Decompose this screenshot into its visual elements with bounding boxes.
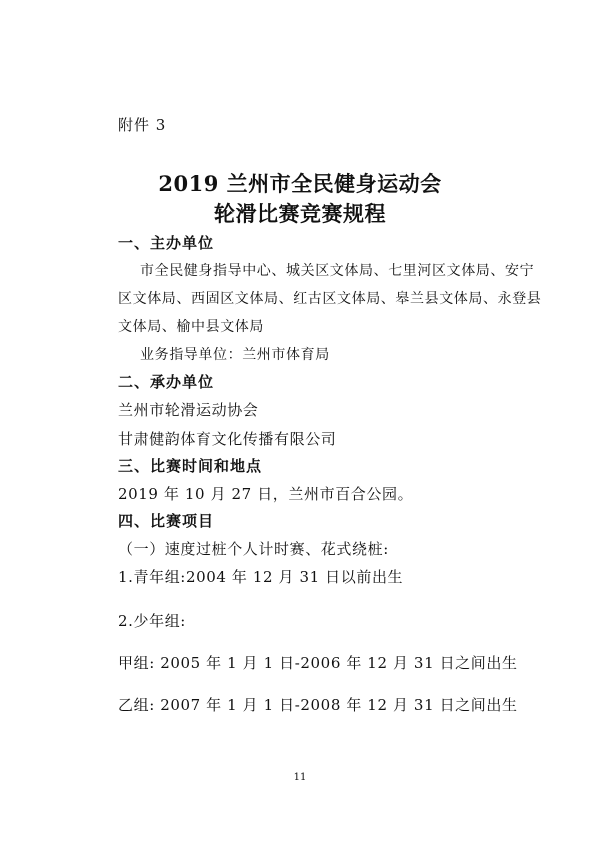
attachment-label: 附件 3 <box>118 116 167 134</box>
junior-group-b: 乙组: 2007 年 1 月 1 日-2008 年 12 月 31 日之间出生 <box>118 696 518 714</box>
organizers-line-3: 文体局、榆中县文体局 <box>118 319 264 335</box>
organizers-line-1: 市全民健身指导中心、城关区文体局、七里河区文体局、安宁 <box>140 263 535 279</box>
document-title-line-1: 2019 兰州市全民健身运动会 <box>158 171 442 196</box>
organizers-line-2: 区文体局、西固区文体局、红古区文体局、皋兰县文体局、永登县 <box>118 291 542 307</box>
section-heading-time-place: 三、比赛时间和地点 <box>118 457 263 475</box>
junior-group-a: 甲组: 2005 年 1 月 1 日-2006 年 12 月 31 日之间出生 <box>118 654 518 672</box>
document-title-line-2: 轮滑比赛竞赛规程 <box>214 201 386 226</box>
page-number: 11 <box>293 772 307 783</box>
guidance-unit: 业务指导单位：兰州市体育局 <box>140 347 330 363</box>
junior-group: 2.少年组: <box>118 612 186 630</box>
event-item-1: （一）速度过桩个人计时赛、花式绕桩: <box>118 540 389 558</box>
section-heading-organizers: 一、主办单位 <box>118 234 215 252</box>
section-heading-events: 四、比赛项目 <box>118 512 215 530</box>
host-line-2: 甘肃健韵体育文化传播有限公司 <box>118 430 337 448</box>
time-place-text: 2019 年 10 月 27 日，兰州市百合公园。 <box>118 485 414 503</box>
host-line-1: 兰州市轮滑运动协会 <box>118 401 259 419</box>
section-heading-hosts: 二、承办单位 <box>118 373 215 391</box>
youth-group: 1.青年组:2004 年 12 月 31 日以前出生 <box>118 568 404 586</box>
